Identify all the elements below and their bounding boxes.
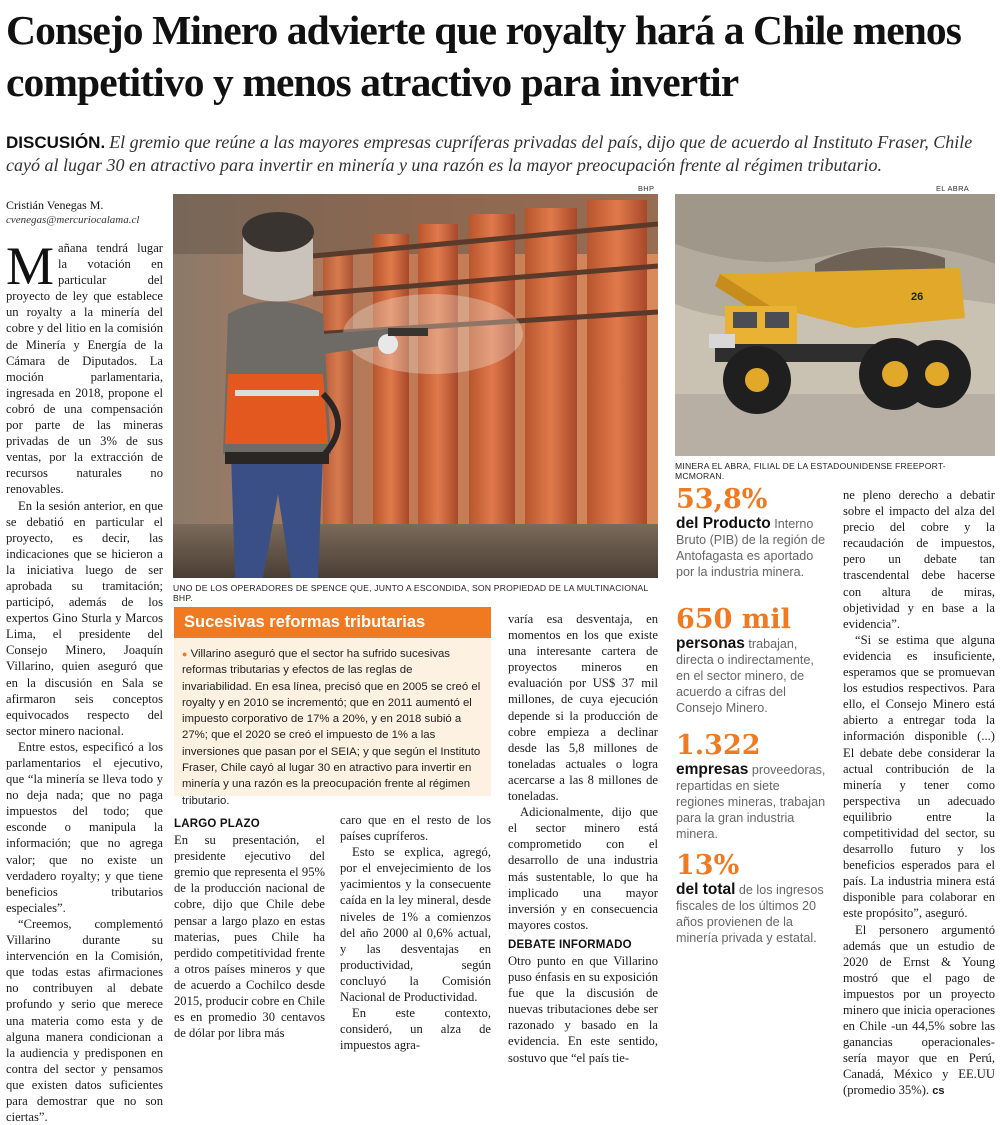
stat-number: 53,8%: [676, 484, 768, 515]
stat-bold: del total: [676, 881, 736, 898]
main-photo-caption: UNO DE LOS OPERADORES DE SPENCE QUE, JUNTO A ESCONDIDA, SON PROPIEDAD DE LA MULTINACIONAL BHP.: [173, 583, 649, 603]
stat-3: [676, 730, 826, 842]
truck-photo-caption: MINERA EL ABRA, FILIAL DE LA ESTADOUNIDENSE FREEPORT-MCMORAN.: [675, 461, 946, 481]
stat-bold: personas: [676, 635, 745, 652]
end-mark: cs: [932, 1085, 945, 1098]
deck-kicker: DISCUSIÓN.: [6, 133, 106, 152]
deck: [6, 131, 996, 177]
col6-paragraph: ne pleno derecho a debatir sobre el impacto del alza del precio del cobre y la recaudación de impuestos, pero un debate tan trascendental debe hacerse con altura de miras, objetividad y en base a la evidencia”.: [843, 488, 995, 631]
col6-last-text: El personero argumentó además que un estudio de 2020 de Ernst & Young mostró que el pago de impuestos por un proyecto minero que inicia operaciones en Chile -un 44,5% sobre las ganancias operacionales- sería mayor que en Perú, Canadá, México y EE.UU (promedio 35%).: [843, 922, 995, 1098]
box-body: [174, 638, 491, 807]
column-1: [6, 236, 163, 1125]
col1-paragraph: añana tendrá lugar la votación en particular del proyecto de ley que establece un royalty a la minería del cobre y del litio en la comisión de Minería y Energía de la Cámara de Diputados. La moción parlamentaria, ingresada en 2018, propone el cobró de una compensación por parte de las mineras privadas de un 3% de sus ventas, por la extracción de recursos naturales no renovables.: [6, 241, 163, 497]
stat-rest: trabajan, directa o indirectamente, en el sector minero, de acuerdo a cifras del Consejo Minero.: [676, 637, 814, 715]
byline-email: cvenegas@mercuriocalama.cl: [6, 214, 140, 226]
electrowinning-photo-illustration: [173, 194, 658, 578]
stat-4: [676, 850, 826, 946]
col3-paragraph: caro que en el resto de los países cupríferos.: [340, 813, 491, 844]
byline-author: Cristián Venegas M.: [6, 198, 104, 212]
box-text: Villarino aseguró que el sector ha sufrido sucesivas reformas tributarias y efectos de las reglas de invariabilidad. En esa línea, precisó que en 2005 se creó el royalty y en 2010 se incrementó; que en 2011 aumentó el impuesto corporativo de 17% a 20%, y en 2018 subió a 27%; que el 2020 se creó el impuesto de 1% a las inversiones que pasan por el SEIA; y que según el Instituto Fraser, Chile cayó al lugar 30 en atractivo para invertir en minería y una razón es la preocupación frente al régimen tributario.: [182, 648, 481, 807]
col1-paragraph: “Creemos, complementó Villarino durante su intervención en la Comisión, que todas estas afirmaciones no contribuyen al debate profundo y serio que merece una materia como esta y de alguna manera condicionan a la audiencia y predisponen en contra del sector y pensamos que existen datos suficientes para demostrar que no son ciertas”.: [6, 916, 163, 1125]
col1-paragraph: En la sesión anterior, en que se debatió en particular el proyecto, es decir, las indicaciones que se hicieron a la iniciativa luego de ser aprobada su tramitación; participó, además de los expertos Gino Sturla y Marcos Lima, el presidente del Consejo Minero, Joaquín Villarino, quien aseguró que en la discusión en Sala se afirmaron seis conceptos equivocados respecto del sector minero nacional.: [6, 498, 163, 738]
truck-photo: [675, 194, 995, 456]
subhead-debate-informado: DEBATE INFORMADO: [508, 938, 632, 951]
stat-number: 13%: [676, 850, 740, 881]
dropcap: M: [6, 236, 55, 296]
stat-rest: proveedoras, repartidas en siete regiones mineras, trabajan para la gran industria minera.: [676, 763, 826, 841]
stat-description: [676, 762, 826, 842]
col6-paragraph: “Si se estima que alguna evidencia es insuficiente, esperamos que se promuevan los estudios respectivos. Para ello, el Consejo Minero está abierto a entregar toda la información disponible (...) El debate debe considerar la actual contribución de la minería y tener como perspectiva un adecuado equilibrio entre la competitividad del sector, su desarrollo futuro y los beneficios esperados para el país. La industria minera está disponible para colaborar en este propósito”, aseguró.: [843, 632, 995, 921]
stat-description: [676, 516, 826, 580]
photo-credit-el-abra: EL ABRA: [936, 184, 970, 193]
column-3: [340, 812, 491, 1053]
col3-paragraph: En este contexto, consideró, un alza de impuestos agra-: [340, 1006, 491, 1053]
stat-rest: de los ingresos fiscales de los últimos 20 años provienen de la minería privada y estatal.: [676, 883, 824, 945]
col4-paragraph: Otro punto en que Villarino puso énfasis en su exposición fue que la discusión de nuevas tributaciones debe ser razonado y basado en la evidencia. En este sentido, sostuvo que “el país tie-: [508, 953, 658, 1065]
stat-2: [676, 604, 826, 716]
photo-credit-bhp: BHP: [638, 184, 655, 193]
column-2: [174, 812, 325, 1041]
col2-paragraph: En su presentación, el presidente ejecutivo del gremio que representa el 95% de la producción nacional de cobre, dijo que Chile debe pensar a largo plazo en estas materias, pues Chile ha perdido competitividad frente a otros países mineros y que de acuerdo a Cochilco desde 2015, producir cobre en Chile es en promedio 30 centavos de dólar por libra más: [174, 833, 325, 1041]
haul-truck-photo-illustration: [675, 194, 995, 456]
headline: Consejo Minero advierte que royalty hará a Chile menos competitivo y menos atractivo para invertir: [6, 7, 961, 105]
bullet-icon: ●: [182, 649, 188, 659]
stat-bold: empresas: [676, 761, 749, 778]
stat-bold: del Producto: [676, 515, 771, 532]
deck-text: El gremio que reúne a las mayores empresas cupríferas privadas del país, dijo que de acuerdo al Instituto Fraser, Chile cayó al lugar 30 en atractivo para invertir en minería y una razón es la mayor preocupación frente al régimen tributario.: [6, 132, 973, 175]
col1-paragraph: Entre estos, especificó a los parlamentarios el ejecutivo, que “la minería se lleva todo y no deja nada; que no paga impuestos del todo; que esconde o manipula la información; que no agrega valor; que no existe un verdadero royalty; y que tiene beneficios tributarios especiales”.: [6, 739, 163, 915]
stat-description: [676, 882, 826, 946]
col4-paragraph: varía esa desventaja, en momentos en los que existe una interesante cartera de proyectos mineros en evaluación por US$ 37 mil millones, de cuya ejecución depende si la producción de cobre empieza a declinar desde las 5,8 millones de toneladas actuales o logra acercarse a las 8 millones de toneladas.: [508, 612, 658, 804]
column-6: [843, 487, 995, 1100]
truck-number: 26: [911, 291, 924, 303]
column-4: [508, 611, 658, 1066]
stat-number: 650 mil: [676, 604, 791, 635]
stat-number: 1.322: [676, 730, 761, 761]
subhead-largo-plazo: LARGO PLAZO: [174, 818, 260, 830]
col3-paragraph: Esto se explica, agregó, por el envejecimiento de los yacimientos y la consecuente caída en la ley mineral, desde niveles de 1% a comienzos del año 2000 al 0,6% actual, y las desventajas en productividad, según concluyó la Comisión Nacional de Productividad.: [340, 845, 491, 1005]
stat-1: [676, 484, 826, 580]
col6-paragraph: [843, 922, 995, 1100]
box-title: Sucesivas reformas tributarias: [174, 607, 491, 638]
main-photo: [173, 194, 658, 578]
stat-description: [676, 636, 826, 716]
col4-paragraph: Adicionalmente, dijo que el sector minero está comprometido con el desarrollo de una industria más sustentable, lo que ha implicado una mayor inversión y en consecuencia mayores costos.: [508, 805, 658, 932]
stat-rest: Interno Bruto (PIB) de la región de Antofagasta es aportado por la industria minera.: [676, 517, 826, 579]
